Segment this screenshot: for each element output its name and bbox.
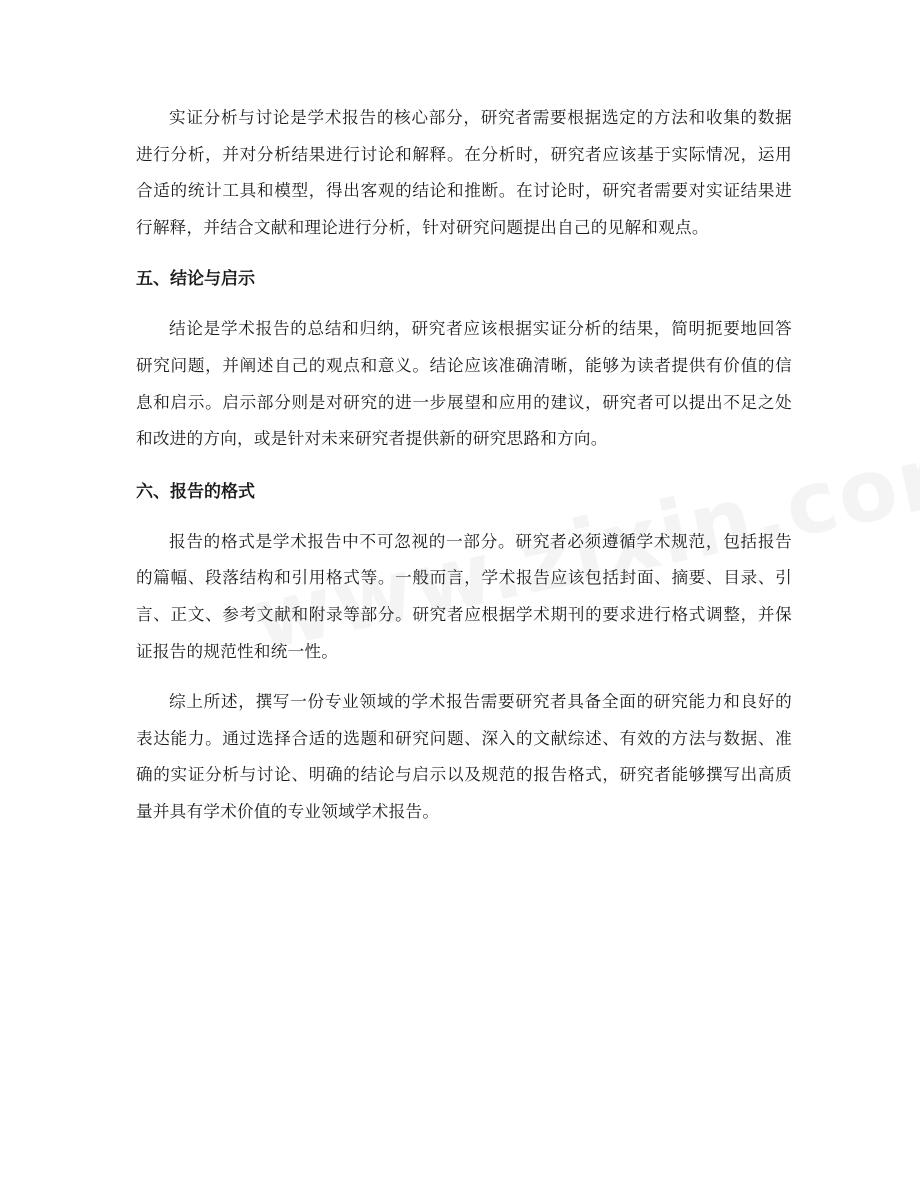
paragraph-conclusion: 结论是学术报告的总结和归纳，研究者应该根据实证分析的结果，简明扼要地回答研究问题，并阐述自己的观点和意义。结论应该准确清晰，能够为读者提供有价值的信息和启示。启示部分则是对研究的进一步展望和应用的建议，研究者可以提出不足之处和改进的方向，或是针对未来研究者提供新的研究思路和方向。 xyxy=(136,319,792,449)
paragraph-summary: 综上所述，撰写一份专业领域的学术报告需要研究者具备全面的研究能力和良好的表达能力。通过选择合适的选题和研究问题、深入的文献综述、有效的方法与数据、准确的实证分析与讨论、明确的结论与启示以及规范的报告格式，研究者能够撰写出高质量并具有学术价值的专业领域学术报告。 xyxy=(136,692,792,821)
section-heading-format: 六、报告的格式 xyxy=(136,481,255,502)
paragraph-empirical-analysis: 实证分析与讨论是学术报告的核心部分，研究者需要根据选定的方法和收集的数据进行分析，并对分析结果进行讨论和解释。在分析时，研究者应该基于实际情况，运用合适的统计工具和模型，得出客观的结论和推断。在讨论时，研究者需要对实证结果进行解释，并结合文献和理论进行分析，针对研究问题提出自己的见解和观点。 xyxy=(136,108,792,237)
section-heading-conclusion: 五、结论与启示 xyxy=(136,269,255,290)
document-body xyxy=(136,100,792,831)
paragraph-format: 报告的格式是学术报告中不可忽视的一部分。研究者必须遵循学术规范，包括报告的篇幅、段落结构和引用格式等。一般而言，学术报告应该包括封面、摘要、目录、引言、正文、参考文献和附录等部分。研究者应根据学术期刊的要求进行格式调整，并保证报告的规范性和统一性。 xyxy=(136,531,792,661)
